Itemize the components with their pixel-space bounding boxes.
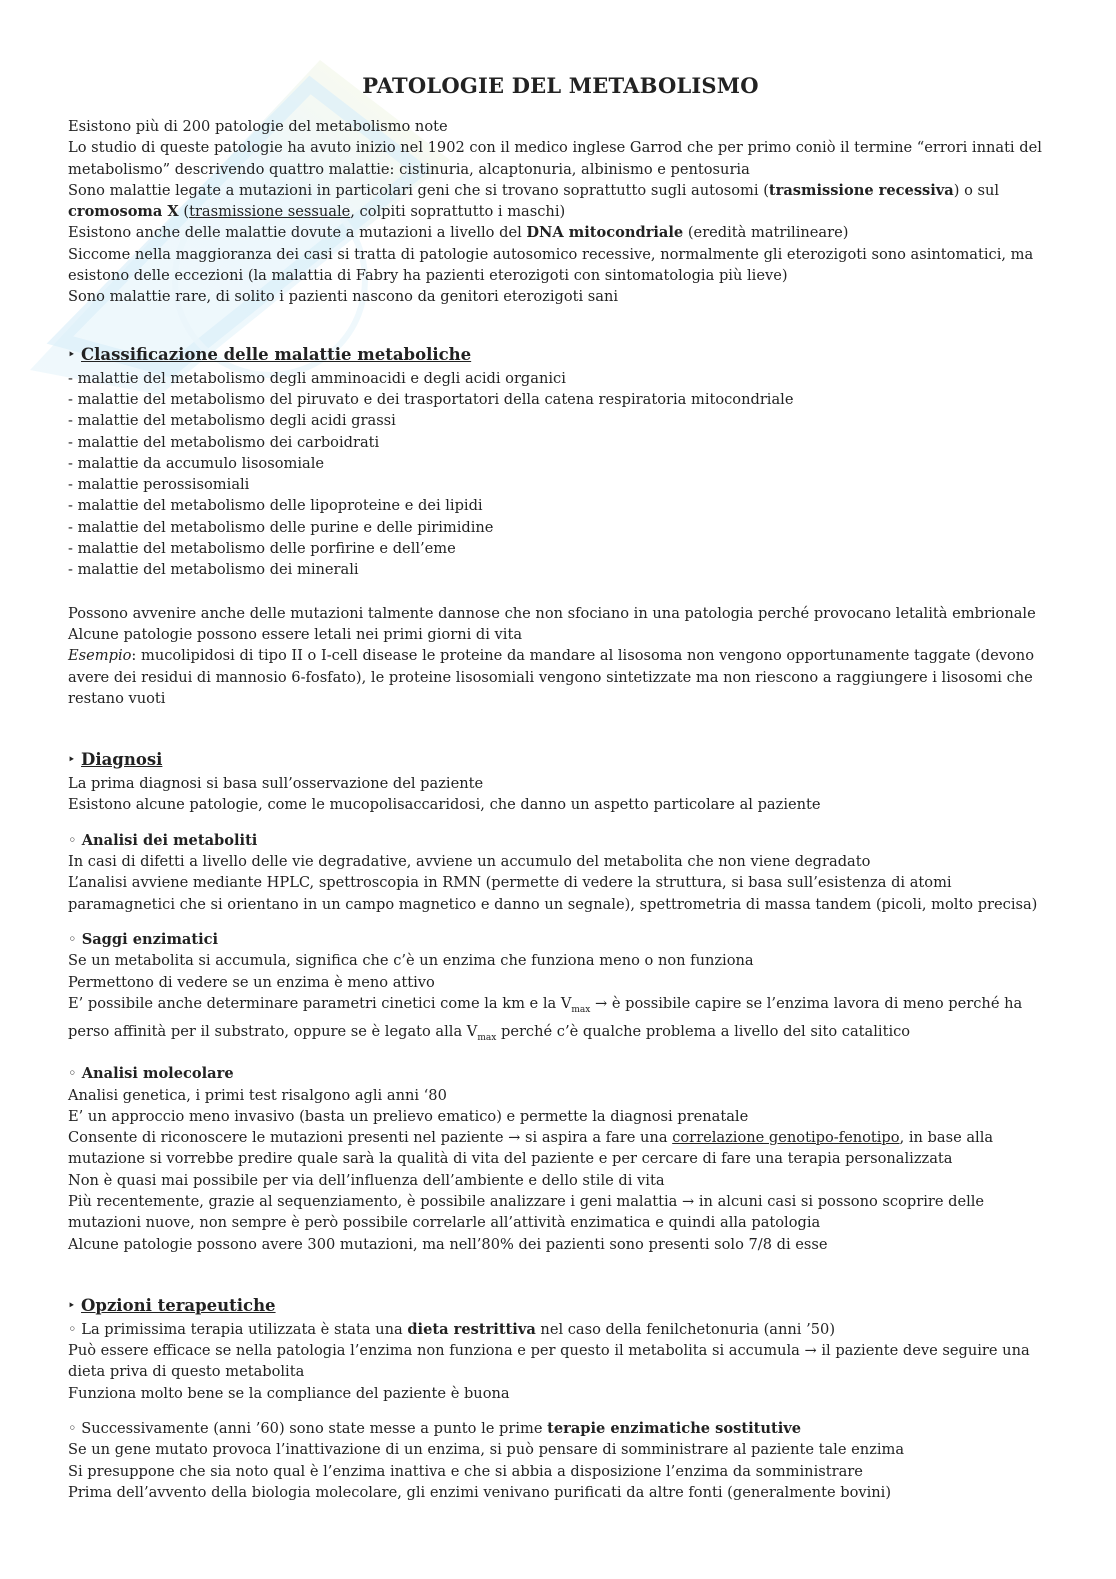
- text-run: → è possibile capire se l’enzima lavora di meno perché ha perso affinità per il substrato, oppure se è legato alla V: [68, 994, 1023, 1040]
- page-title: PATOLOGIE DEL METABOLISMO: [362, 73, 759, 98]
- list-item: - malattie perossisomiali: [68, 476, 250, 494]
- bold-term: DNA mitocondriale: [526, 224, 684, 242]
- paragraph: Prima dell’avvento della biologia molecolare, gli enzimi venivano purificati da altre fonti (generalmente bovini): [68, 1483, 892, 1501]
- intro-line: [68, 222, 1053, 243]
- intro-line: Lo studio di queste patologie ha avuto inizio nel 1902 con il medico inglese Garrod che per primo coniò il termine “errori innati del metabolismo” descrivendo quattro malattie: cistinuria, alcaptonuria, albinismo e pentosuria: [68, 139, 1042, 178]
- text-run: (eredità matrilineare): [683, 224, 849, 242]
- list-item: - malattie del metabolismo dei carboidrati: [68, 433, 380, 451]
- text-run: ) o sul: [953, 181, 1000, 199]
- paragraph: E’ un approccio meno invasivo (basta un prelievo ematico) e permette la diagnosi prenatale: [68, 1107, 749, 1125]
- text-run: : mucolipidosi di tipo II o I-cell disease le proteine da mandare al lisosoma non vengono opportunamente taggate (devono avere dei residui di mannosio 6-fosfato), le proteine lisosomiali vengono sintetizzate ma non riescono a raggiungere i lisosomi che restano vuoti: [68, 647, 1034, 707]
- paragraph: [68, 1418, 1053, 1439]
- subscript: max: [571, 1004, 591, 1015]
- list-item: - malattie del metabolismo del piruvato e dei trasportatori della catena respiratoria mitocondriale: [68, 390, 794, 408]
- subscript: max: [477, 1032, 497, 1043]
- list-item: - malattie del metabolismo degli acidi grassi: [68, 412, 396, 430]
- paragraph: Se un gene mutato provoca l’inattivazione di un enzima, si può pensare di somministrare al paziente tale enzima: [68, 1441, 905, 1459]
- list-item: - malattie del metabolismo delle porfirine e dell’eme: [68, 540, 456, 558]
- paragraph: Non è quasi mai possibile per via dell’influenza dell’ambiente e dello stile di vita: [68, 1171, 665, 1189]
- example-label: Esempio: [68, 647, 132, 665]
- list-item: - malattie del metabolismo degli amminoacidi e degli acidi organici: [68, 369, 566, 387]
- paragraph: L’analisi avviene mediante HPLC, spettroscopia in RMN (permette di vedere la struttura, si basa sull’esistenza di atomi paramagnetici che si orientano in un campo magnetico e danno un segnale), spettrometria di massa tandem (picoli, molto precisa): [68, 874, 1038, 913]
- intro-line: Sono malattie rare, di solito i pazienti nascono da genitori eterozigoti sani: [68, 288, 619, 306]
- paragraph: Può essere efficace se nella patologia l’enzima non funziona e per questo il metabolita si accumula → il paziente deve seguire una dieta priva di questo metabolita: [68, 1342, 1030, 1381]
- paragraph: Permettono di vedere se un enzima è meno attivo: [68, 973, 435, 991]
- paragraph: Si presuppone che sia noto qual è l’enzima inattiva e che si abbia a disposizione l’enzima da somministrare: [68, 1462, 863, 1480]
- paragraph: [68, 1127, 1053, 1170]
- paragraph: Possono avvenire anche delle mutazioni talmente dannose che non sfociano in una patologia perché provocano letalità embrionale: [68, 604, 1036, 622]
- underlined-term: correlazione genotipo-fenotipo: [672, 1129, 900, 1147]
- list-item: - malattie del metabolismo delle purine e delle pirimidine: [68, 518, 494, 536]
- triangle-bullet-icon: ‣: [68, 1298, 76, 1312]
- bold-term: trasmissione recessiva: [768, 181, 954, 199]
- subheading: ◦ Analisi dei metaboliti: [68, 831, 258, 849]
- document-page: [68, 72, 1053, 1503]
- intro-section: [68, 116, 1053, 308]
- text-run: ◦ La primissima terapia utilizzata è stata una: [68, 1320, 408, 1338]
- underlined-term: trasmissione sessuale: [189, 203, 351, 221]
- intro-line: Siccome nella maggioranza dei casi si tratta di patologie autosomico recessive, normalmente gli eterozigoti sono asintomatici, ma esistono delle eccezioni (la malattia di Fabry ha pazienti eterozigoti con sintomatologia più lieve): [68, 245, 1034, 285]
- list-item: - malattie da accumulo lisosomiale: [68, 454, 325, 472]
- section-heading: [68, 1295, 1053, 1319]
- example-paragraph: [68, 645, 1053, 709]
- list-item: - malattie del metabolismo dei minerali: [68, 561, 359, 579]
- bold-term: cromosoma X: [68, 203, 179, 221]
- text-run: Sono malattie legate a mutazioni in particolari geni che si trovano soprattutto sugli autosomi (: [68, 181, 769, 199]
- text-run: ◦ Successivamente (anni ’60) sono state messe a punto le prime: [68, 1420, 548, 1438]
- paragraph: Più recentemente, grazie al sequenziamento, è possibile analizzare i geni malattia → in alcuni casi si possono scoprire delle mutazioni nuove, non sempre è però possibile correlarle all’attività enzimatica e quindi alla patologia: [68, 1192, 985, 1232]
- opzioni-section: [68, 1295, 1053, 1503]
- subheading: ◦ Analisi molecolare: [68, 1065, 234, 1083]
- paragraph: Analisi genetica, i primi test risalgono agli anni ‘80: [68, 1086, 447, 1104]
- text-run: Esistono anche delle malattie dovute a mutazioni a livello del: [68, 224, 527, 242]
- paragraph: In casi di difetti a livello delle vie degradative, avviene un accumulo del metabolita che non viene degradato: [68, 853, 871, 871]
- paragraph: Alcune patologie possono essere letali nei primi giorni di vita: [68, 625, 523, 643]
- text-run: (: [178, 203, 190, 221]
- text-run: Consente di riconoscere le mutazioni presenti nel paziente → si aspira a fare una: [68, 1129, 673, 1147]
- diagnosi-section: [68, 749, 1053, 1255]
- paragraph: Se un metabolita si accumula, significa che c’è un enzima che funziona meno o non funziona: [68, 952, 754, 970]
- heading-text: Diagnosi: [81, 750, 163, 770]
- list-item: - malattie del metabolismo delle lipoproteine e dei lipidi: [68, 497, 483, 515]
- bold-term: dieta restrittiva: [407, 1320, 536, 1338]
- heading-text: Opzioni terapeutiche: [81, 1295, 276, 1315]
- triangle-bullet-icon: ‣: [68, 753, 76, 767]
- section-heading: [68, 344, 1053, 368]
- triangle-bullet-icon: ‣: [68, 347, 76, 361]
- text-run: E’ possibile anche determinare parametri cinetici come la km e la V: [68, 994, 572, 1012]
- classificazione-section: [68, 344, 1053, 709]
- paragraph: Alcune patologie possono avere 300 mutazioni, ma nell’80% dei pazienti sono presenti solo 7/8 di esse: [68, 1235, 828, 1253]
- paragraph: Funziona molto bene se la compliance del paziente è buona: [68, 1384, 510, 1402]
- paragraph: [68, 993, 1053, 1049]
- bold-term: terapie enzimatiche sostitutive: [547, 1420, 802, 1438]
- paragraph: [68, 1319, 1053, 1340]
- subheading: ◦ Saggi enzimatici: [68, 930, 219, 948]
- heading-text: Classificazione delle malattie metaboliche: [81, 344, 472, 364]
- text-run: nel caso della fenilchetonuria (anni ’50): [535, 1320, 836, 1338]
- text-run: , in base alla mutazione si vorrebbe predire quale sarà la qualità di vita del paziente e per cercare di fare una terapia personalizzata: [68, 1129, 994, 1168]
- classification-list: [68, 368, 1053, 581]
- intro-line: [68, 180, 1053, 223]
- paragraph: Esistono alcune patologie, come le mucopolisaccaridosi, che danno un aspetto particolare al paziente: [68, 796, 821, 814]
- text-run: perché c’è qualche problema a livello del sito catalitico: [496, 1023, 911, 1040]
- intro-line: Esistono più di 200 patologie del metabolismo note: [68, 118, 448, 135]
- paragraph: La prima diagnosi si basa sull’osservazione del paziente: [68, 775, 484, 793]
- section-heading: [68, 749, 1053, 773]
- text-run: , colpiti soprattutto i maschi): [350, 203, 566, 221]
